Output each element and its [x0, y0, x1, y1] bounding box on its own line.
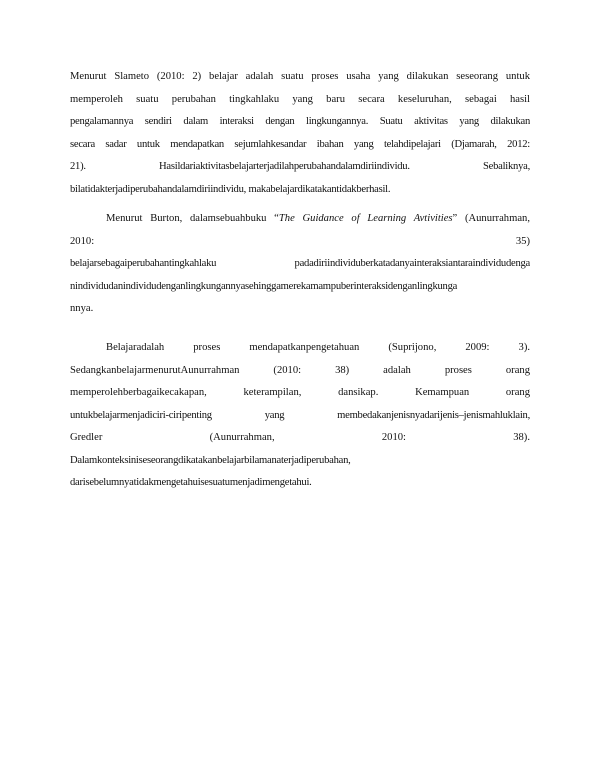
paragraph-line: pengalamannya sendiri dalam interaksi dengan lingkungannya. Suatu aktivitas yang dilakukan: [70, 116, 530, 127]
line-text: Menurut Burton, dalamsebuahbuku “: [106, 213, 279, 224]
paragraph-line: 21). Hasildariaktivitasbelajarterjadilahperubahandalamdiriindividu. Sebaliknya,: [70, 161, 530, 172]
paragraph-line: darisebelumnyatidakmengetahuisesuatumenjadimengetahui.: [70, 477, 312, 488]
paragraph-line: belajarsebagaiperubahantingkahlaku padadiriindividuberkatadanyainteraksiantaraindividudenga: [70, 258, 530, 269]
paragraph-line: memperolehberbagaikecakapan, keterampilan, dansikap. Kemampuan orang: [70, 387, 530, 398]
paragraph-line: Gredler (Aunurrahman, 2010: 38).: [70, 432, 530, 443]
paragraph-slameto: [70, 66, 530, 201]
paragraph-line: nnya.: [70, 303, 94, 314]
line-text: ” (Aunurrahman,: [452, 213, 530, 224]
paragraph-line: bilatidakterjadiperubahandalamdiriindividu, makabelajardikatakantidakberhasil.: [70, 183, 391, 195]
paragraph-line: SedangkanbelajarmenurutAunurrahman (2010: 38) adalah proses orang: [70, 364, 530, 376]
paragraph-burton: [70, 208, 530, 321]
paragraph-line: memperoleh suatu perubahan tingkahlaku yang baru secara keseluruhan, sebagai hasil: [70, 93, 530, 105]
paragraph-line: [70, 208, 530, 231]
paragraph-line: nindividudanindividudenganlingkungannyasehinggamerekamampuberinteraksidenganlingkunga: [70, 280, 458, 292]
paragraph-line: secara sadar untuk mendapatkan sejumlahkesandar ibahan yang telahdipelajari (Djamarah, 2012:: [70, 138, 530, 150]
paragraph-line: Dalamkonteksiniseseorangdikatakanbelajarbilamanaterjadiperubahan,: [70, 454, 351, 466]
paragraph-line: untukbelajarmenjadiciri-ciripenting yang membedakanjenisnyadarijenis–jenismahluklain,: [70, 409, 530, 421]
paragraph-line: Menurut Slameto (2010: 2) belajar adalah suatu proses usaha yang dilakukan seseorang untuk: [70, 71, 530, 82]
paragraph-line: Belajaradalah proses mendapatkanpengetahuan (Suprijono, 2009: 3).: [106, 342, 530, 353]
paragraph-line: 2010: 35): [70, 235, 530, 247]
paragraph-belajar: [70, 337, 530, 495]
book-title: The Guidance of Learning Avtivities: [278, 213, 453, 224]
